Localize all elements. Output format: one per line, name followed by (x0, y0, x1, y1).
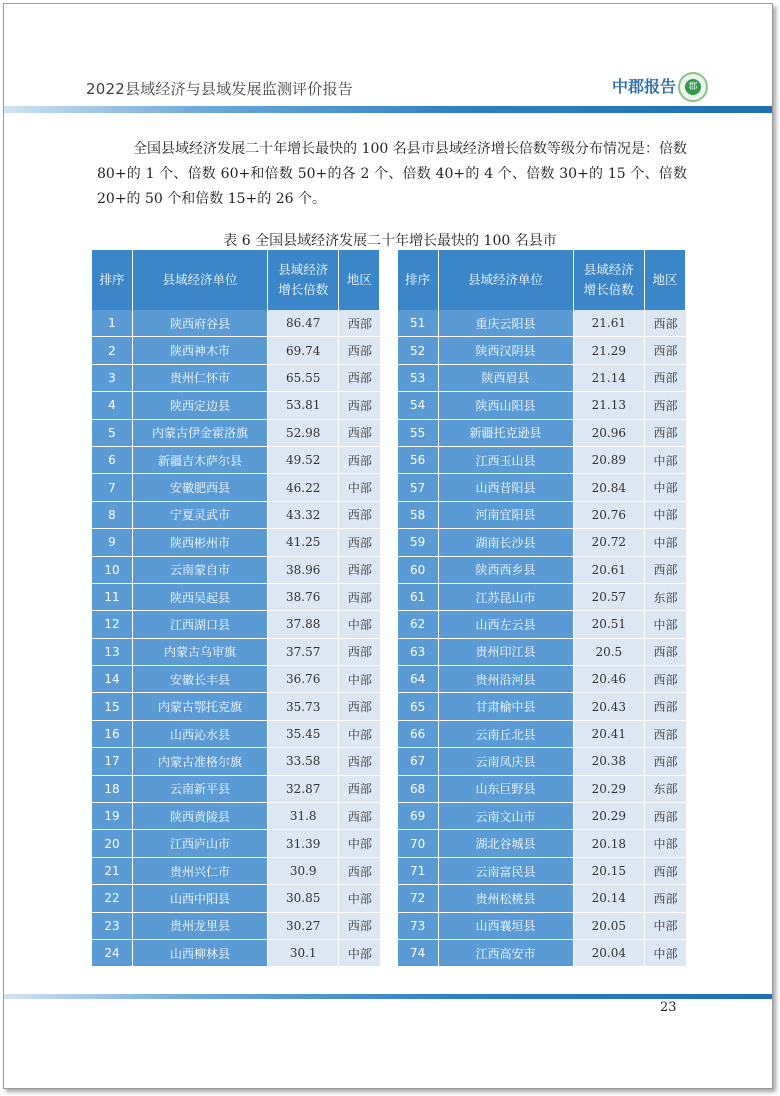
rank-cell: 12 (92, 611, 133, 638)
header-multiple-line1: 县域经济 (278, 262, 329, 277)
unit-cell: 内蒙古乌审旗 (133, 639, 268, 666)
rank-cell: 69 (398, 803, 439, 830)
unit-cell: 山西中阳县 (133, 885, 268, 912)
region-cell: 西部 (339, 365, 380, 392)
rank-cell: 14 (92, 666, 133, 693)
header-multiple-line1: 县域经济 (583, 262, 634, 277)
rank-cell: 60 (398, 557, 439, 584)
multiple-cell: 31.39 (268, 830, 340, 857)
region-cell: 西部 (339, 803, 380, 830)
unit-cell: 陕西眉县 (439, 365, 574, 392)
table-row (92, 693, 686, 720)
rank-cell: 6 (92, 447, 133, 474)
header-rank-left: 排序 (92, 250, 133, 310)
region-cell: 西部 (339, 858, 380, 885)
rank-cell: 51 (398, 310, 439, 337)
table-gap (380, 447, 397, 474)
rank-cell: 72 (398, 885, 439, 912)
region-cell: 西部 (645, 748, 686, 775)
table-gap (380, 529, 397, 556)
region-cell: 西部 (339, 392, 380, 419)
rank-cell: 55 (398, 420, 439, 447)
region-cell: 西部 (339, 913, 380, 940)
region-cell: 西部 (645, 858, 686, 885)
rank-cell: 56 (398, 447, 439, 474)
rank-cell: 68 (398, 776, 439, 803)
header-unit-left: 县域经济单位 (133, 250, 268, 310)
unit-cell: 陕西黄陵县 (133, 803, 268, 830)
unit-cell: 安徽长丰县 (133, 666, 268, 693)
multiple-cell: 21.14 (574, 365, 646, 392)
rank-cell: 5 (92, 420, 133, 447)
unit-cell: 山西左云县 (439, 611, 574, 638)
table-row (92, 776, 686, 803)
header-multiple-left (268, 250, 340, 310)
unit-cell: 陕西汉阴县 (439, 337, 574, 364)
multiple-cell: 33.58 (268, 748, 340, 775)
unit-cell: 陕西西乡县 (439, 557, 574, 584)
rank-cell: 54 (398, 392, 439, 419)
table-row (92, 885, 686, 912)
rank-cell: 15 (92, 693, 133, 720)
multiple-cell: 20.15 (574, 858, 646, 885)
multiple-cell: 30.85 (268, 885, 340, 912)
table-row (92, 529, 686, 556)
header-multiple-line2: 增长倍数 (278, 282, 329, 297)
rank-cell: 65 (398, 693, 439, 720)
region-cell: 中部 (645, 611, 686, 638)
unit-cell: 重庆云阳县 (439, 310, 574, 337)
unit-cell: 山西昔阳县 (439, 474, 574, 501)
multiple-cell: 35.73 (268, 693, 340, 720)
region-cell: 东部 (645, 776, 686, 803)
multiple-cell: 20.76 (574, 502, 646, 529)
region-cell: 西部 (645, 693, 686, 720)
rank-cell: 66 (398, 721, 439, 748)
table-row (92, 392, 686, 419)
table-gap (380, 858, 397, 885)
footer-divider (4, 994, 772, 999)
multiple-cell: 20.14 (574, 885, 646, 912)
multiple-cell: 31.8 (268, 803, 340, 830)
unit-cell: 云南凤庆县 (439, 748, 574, 775)
table-row (92, 830, 686, 857)
table-body (92, 310, 686, 967)
multiple-cell: 20.61 (574, 557, 646, 584)
multiple-cell: 20.5 (574, 639, 646, 666)
region-cell: 中部 (339, 474, 380, 501)
multiple-cell: 30.9 (268, 858, 340, 885)
multiple-cell: 46.22 (268, 474, 340, 501)
header-multiple-line2: 增长倍数 (583, 282, 634, 297)
unit-cell: 湖南长沙县 (439, 529, 574, 556)
table-row (92, 420, 686, 447)
report-title: 2022县域经济与县域发展监测评价报告 (86, 80, 353, 98)
unit-cell: 山西襄垣县 (439, 913, 574, 940)
rank-cell: 8 (92, 502, 133, 529)
table-gap (380, 365, 397, 392)
unit-cell: 云南蒙自市 (133, 557, 268, 584)
unit-cell: 云南新平县 (133, 776, 268, 803)
region-cell: 中部 (339, 830, 380, 857)
region-cell: 中部 (645, 830, 686, 857)
table-gap (380, 502, 397, 529)
table-gap (380, 748, 397, 775)
table-gap (380, 392, 397, 419)
multiple-cell: 20.96 (574, 420, 646, 447)
brand-logo-icon (678, 72, 708, 102)
intro-paragraph: 全国县域经济发展二十年增长最快的 100 名县市县域经济增长倍数等级分布情况是：倍数 80+的 1 个、倍数 60+和倍数 50+的各 2 个、倍数 40+的 4 个、倍数 30+的 15 个、倍数 20+的 50 个和倍数 15+的 26 个。 (97, 141, 687, 207)
table-row (92, 611, 686, 638)
unit-cell: 陕西定边县 (133, 392, 268, 419)
region-cell: 中部 (645, 529, 686, 556)
multiple-cell: 41.25 (268, 529, 340, 556)
ranking-table (92, 250, 686, 967)
table-row (92, 721, 686, 748)
rank-cell: 71 (398, 858, 439, 885)
multiple-cell: 20.51 (574, 611, 646, 638)
multiple-cell: 20.89 (574, 447, 646, 474)
rank-cell: 24 (92, 940, 133, 967)
rank-cell: 13 (92, 639, 133, 666)
multiple-cell: 20.46 (574, 666, 646, 693)
rank-cell: 17 (92, 748, 133, 775)
unit-cell: 山东巨野县 (439, 776, 574, 803)
region-cell: 中部 (645, 474, 686, 501)
header-rank-right: 排序 (398, 250, 439, 310)
region-cell: 西部 (339, 502, 380, 529)
unit-cell: 河南宜阳县 (439, 502, 574, 529)
region-cell: 中部 (339, 940, 380, 967)
multiple-cell: 20.41 (574, 721, 646, 748)
multiple-cell: 49.52 (268, 447, 340, 474)
rank-cell: 1 (92, 310, 133, 337)
rank-cell: 73 (398, 913, 439, 940)
rank-cell: 4 (92, 392, 133, 419)
multiple-cell: 37.88 (268, 611, 340, 638)
table-row (92, 310, 686, 337)
region-cell: 中部 (645, 940, 686, 967)
region-cell: 东部 (645, 584, 686, 611)
header-region-left: 地区 (339, 250, 380, 310)
multiple-cell: 20.18 (574, 830, 646, 857)
rank-cell: 57 (398, 474, 439, 501)
rank-cell: 23 (92, 913, 133, 940)
multiple-cell: 38.96 (268, 557, 340, 584)
table-row (92, 803, 686, 830)
rank-cell: 59 (398, 529, 439, 556)
multiple-cell: 65.55 (268, 365, 340, 392)
rank-cell: 9 (92, 529, 133, 556)
unit-cell: 新疆托克逊县 (439, 420, 574, 447)
header-multiple-right (574, 250, 646, 310)
multiple-cell: 30.1 (268, 940, 340, 967)
rank-cell: 58 (398, 502, 439, 529)
table-row (92, 337, 686, 364)
table-gap (380, 721, 397, 748)
multiple-cell: 20.43 (574, 693, 646, 720)
region-cell: 西部 (339, 420, 380, 447)
multiple-cell: 30.27 (268, 913, 340, 940)
header-unit-right: 县域经济单位 (439, 250, 574, 310)
table-row (92, 584, 686, 611)
unit-cell: 贵州印江县 (439, 639, 574, 666)
region-cell: 西部 (339, 748, 380, 775)
region-cell: 中部 (339, 885, 380, 912)
multiple-cell: 20.04 (574, 940, 646, 967)
table-gap (380, 310, 397, 337)
unit-cell: 陕西神木市 (133, 337, 268, 364)
region-cell: 中部 (339, 666, 380, 693)
table-header-row (92, 250, 686, 310)
table-row (92, 748, 686, 775)
multiple-cell: 21.13 (574, 392, 646, 419)
region-cell: 西部 (645, 337, 686, 364)
rank-cell: 62 (398, 611, 439, 638)
unit-cell: 江西高安市 (439, 940, 574, 967)
rank-cell: 2 (92, 337, 133, 364)
region-cell: 西部 (339, 639, 380, 666)
multiple-cell: 21.61 (574, 310, 646, 337)
table-row (92, 940, 686, 967)
region-cell: 西部 (645, 721, 686, 748)
rank-cell: 67 (398, 748, 439, 775)
unit-cell: 内蒙古准格尔旗 (133, 748, 268, 775)
rank-cell: 11 (92, 584, 133, 611)
header-divider (4, 106, 772, 113)
unit-cell: 江西玉山县 (439, 447, 574, 474)
table-gap (380, 913, 397, 940)
rank-cell: 52 (398, 337, 439, 364)
rank-cell: 64 (398, 666, 439, 693)
unit-cell: 山西柳林县 (133, 940, 268, 967)
table-row (92, 502, 686, 529)
multiple-cell: 52.98 (268, 420, 340, 447)
unit-cell: 安徽肥西县 (133, 474, 268, 501)
table-gap (380, 639, 397, 666)
unit-cell: 云南文山市 (439, 803, 574, 830)
multiple-cell: 20.38 (574, 748, 646, 775)
multiple-cell: 86.47 (268, 310, 340, 337)
table-gap (380, 584, 397, 611)
multiple-cell: 36.76 (268, 666, 340, 693)
table-gap (380, 776, 397, 803)
table-row (92, 666, 686, 693)
rank-cell: 7 (92, 474, 133, 501)
rank-cell: 61 (398, 584, 439, 611)
page-number: 23 (660, 1000, 677, 1015)
region-cell: 中部 (645, 502, 686, 529)
multiple-cell: 38.76 (268, 584, 340, 611)
unit-cell: 甘肃榆中县 (439, 693, 574, 720)
rank-cell: 20 (92, 830, 133, 857)
multiple-cell: 20.05 (574, 913, 646, 940)
region-cell: 西部 (339, 584, 380, 611)
unit-cell: 贵州龙里县 (133, 913, 268, 940)
unit-cell: 陕西府谷县 (133, 310, 268, 337)
region-cell: 西部 (339, 310, 380, 337)
unit-cell: 江苏昆山市 (439, 584, 574, 611)
table-row (92, 913, 686, 940)
region-cell: 西部 (645, 639, 686, 666)
rank-cell: 21 (92, 858, 133, 885)
region-cell: 西部 (645, 803, 686, 830)
rank-cell: 63 (398, 639, 439, 666)
multiple-cell: 37.57 (268, 639, 340, 666)
region-cell: 西部 (645, 885, 686, 912)
unit-cell: 湖北谷城县 (439, 830, 574, 857)
unit-cell: 陕西吴起县 (133, 584, 268, 611)
region-cell: 西部 (645, 420, 686, 447)
brand-name: 中郡报告 (612, 77, 677, 96)
rank-cell: 18 (92, 776, 133, 803)
region-cell: 西部 (645, 365, 686, 392)
region-cell: 西部 (645, 557, 686, 584)
region-cell: 中部 (645, 913, 686, 940)
region-cell: 西部 (645, 392, 686, 419)
multiple-cell: 20.29 (574, 776, 646, 803)
unit-cell: 宁夏灵武市 (133, 502, 268, 529)
region-cell: 中部 (339, 611, 380, 638)
rank-cell: 10 (92, 557, 133, 584)
unit-cell: 贵州松桃县 (439, 885, 574, 912)
table-gap (380, 830, 397, 857)
logo-mark: 郡 (685, 79, 701, 95)
unit-cell: 云南丘北县 (439, 721, 574, 748)
rank-cell: 22 (92, 885, 133, 912)
multiple-cell: 69.74 (268, 337, 340, 364)
table-row (92, 447, 686, 474)
rank-cell: 53 (398, 365, 439, 392)
region-cell: 西部 (339, 693, 380, 720)
table-row (92, 474, 686, 501)
unit-cell: 云南富民县 (439, 858, 574, 885)
unit-cell: 山西沁水县 (133, 721, 268, 748)
table-gap (380, 250, 397, 310)
table-caption: 表 6 全国县域经济发展二十年增长最快的 100 名县市 (223, 233, 557, 249)
region-cell: 西部 (339, 529, 380, 556)
table-gap (380, 557, 397, 584)
unit-cell: 贵州仁怀市 (133, 365, 268, 392)
table-row (92, 858, 686, 885)
rank-cell: 70 (398, 830, 439, 857)
table-gap (380, 337, 397, 364)
multiple-cell: 32.87 (268, 776, 340, 803)
table-row (92, 557, 686, 584)
table-gap (380, 420, 397, 447)
region-cell: 西部 (339, 447, 380, 474)
rank-cell: 3 (92, 365, 133, 392)
unit-cell: 陕西山阳县 (439, 392, 574, 419)
rank-cell: 74 (398, 940, 439, 967)
multiple-cell: 35.45 (268, 721, 340, 748)
table-gap (380, 666, 397, 693)
table-row (92, 365, 686, 392)
unit-cell: 江西湖口县 (133, 611, 268, 638)
header-region-right: 地区 (645, 250, 686, 310)
multiple-cell: 43.32 (268, 502, 340, 529)
region-cell: 西部 (339, 337, 380, 364)
multiple-cell: 20.29 (574, 803, 646, 830)
region-cell: 西部 (339, 557, 380, 584)
table-gap (380, 885, 397, 912)
region-cell: 西部 (645, 310, 686, 337)
unit-cell: 贵州沿河县 (439, 666, 574, 693)
region-cell: 中部 (645, 447, 686, 474)
multiple-cell: 20.84 (574, 474, 646, 501)
region-cell: 中部 (339, 721, 380, 748)
multiple-cell: 21.29 (574, 337, 646, 364)
multiple-cell: 53.81 (268, 392, 340, 419)
unit-cell: 新疆吉木萨尔县 (133, 447, 268, 474)
multiple-cell: 20.72 (574, 529, 646, 556)
region-cell: 西部 (645, 666, 686, 693)
table-gap (380, 940, 397, 967)
table-row (92, 639, 686, 666)
unit-cell: 内蒙古鄂托克旗 (133, 693, 268, 720)
rank-cell: 19 (92, 803, 133, 830)
table-gap (380, 611, 397, 638)
unit-cell: 贵州兴仁市 (133, 858, 268, 885)
unit-cell: 江西庐山市 (133, 830, 268, 857)
table-gap (380, 693, 397, 720)
table-gap (380, 803, 397, 830)
region-cell: 西部 (339, 776, 380, 803)
multiple-cell: 20.57 (574, 584, 646, 611)
unit-cell: 陕西彬州市 (133, 529, 268, 556)
unit-cell: 内蒙古伊金霍洛旗 (133, 420, 268, 447)
rank-cell: 16 (92, 721, 133, 748)
table-gap (380, 474, 397, 501)
